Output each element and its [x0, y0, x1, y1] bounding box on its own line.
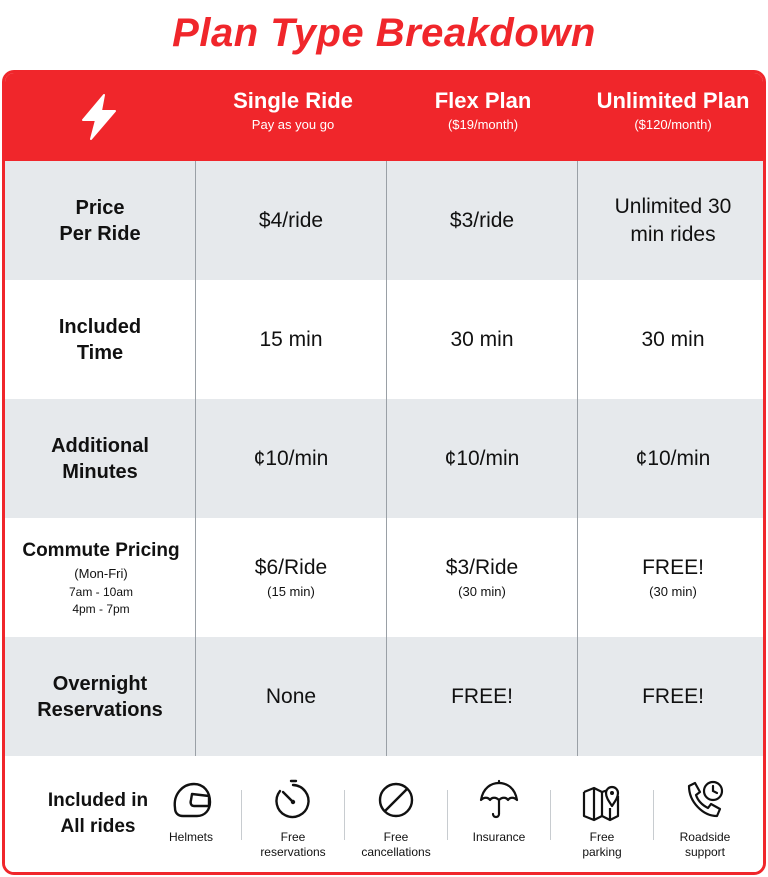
- row-label-line: Overnight: [52, 672, 148, 695]
- row-label: [5, 161, 195, 280]
- page-title: Plan Type Breakdown: [172, 11, 596, 55]
- feature-divider: [344, 790, 345, 840]
- cell-single: [196, 518, 386, 637]
- column-divider: [577, 161, 578, 756]
- feature-divider: [447, 790, 448, 840]
- plan-unlimited: [578, 87, 766, 135]
- cell-single: $4/ride: [258, 208, 324, 232]
- plan-price: ($19/month): [447, 117, 519, 132]
- phone-clock-icon: [683, 778, 727, 822]
- feature-divider: [653, 790, 654, 840]
- row-label-line: Reservations: [37, 698, 163, 721]
- cell-flex: ¢10/min: [444, 446, 520, 470]
- cell-flex: FREE!: [451, 684, 513, 708]
- feature-label: Helmets: [168, 830, 213, 844]
- cancel-icon: [374, 778, 418, 822]
- cell-unlimited: FREE!: [642, 684, 704, 708]
- feature-free-parking: [552, 778, 652, 860]
- row-label-line: Included: [58, 315, 142, 338]
- feature-label-line: cancellations: [361, 845, 431, 859]
- plan-name: Unlimited Plan: [596, 88, 750, 113]
- row-label-line: Price: [75, 196, 125, 219]
- cell-unlimited: 30 min: [641, 327, 705, 351]
- plan-price: ($120/month): [634, 117, 712, 132]
- cell-single: ¢10/min: [253, 446, 329, 470]
- cell-unlimited: [578, 518, 766, 637]
- cell-flex: 30 min: [450, 327, 514, 351]
- plan-single-ride: [198, 87, 388, 135]
- feature-label-line: support: [684, 845, 726, 859]
- row-label-line: Time: [76, 341, 124, 364]
- map-pin-icon: [580, 778, 624, 822]
- row-label-line: Additional: [51, 434, 149, 457]
- cell-flex: [387, 518, 577, 637]
- row-label: [5, 399, 195, 518]
- cell-line: Unlimited 30: [614, 194, 732, 218]
- lightning-bolt-icon: [77, 93, 121, 141]
- included-features: [5, 756, 763, 872]
- cell-unlimited: [578, 161, 766, 280]
- feature-insurance: [449, 778, 549, 845]
- table-row-time: [5, 280, 763, 399]
- feature-divider: [241, 790, 242, 840]
- table-row-commute: [5, 518, 763, 637]
- table-row-price: [5, 161, 763, 280]
- commute-hours: 7am - 10am: [68, 584, 134, 599]
- feature-roadside-support: [655, 778, 755, 860]
- row-label-line: Per Ride: [59, 222, 141, 245]
- cell-line: min rides: [630, 222, 716, 246]
- feature-label: Insurance: [472, 830, 526, 844]
- table-header: [5, 73, 763, 161]
- cell-note: (15 min): [267, 583, 315, 599]
- helmet-icon: [169, 778, 213, 822]
- plan-flex: [388, 87, 578, 135]
- cell-single: 15 min: [259, 327, 323, 351]
- feature-label-line: Free: [383, 830, 409, 844]
- column-divider: [195, 161, 196, 756]
- cell-value: $3/Ride: [445, 555, 519, 579]
- column-divider: [386, 161, 387, 756]
- plan-name: Single Ride: [233, 88, 353, 113]
- feature-label-line: Roadside: [679, 830, 731, 844]
- row-label-line: Minutes: [62, 460, 138, 483]
- feature-divider: [550, 790, 551, 840]
- plan-name: Flex Plan: [434, 88, 532, 113]
- cell-flex: $3/ride: [449, 208, 515, 232]
- feature-label: [346, 830, 446, 860]
- table-row-overnight: [5, 637, 763, 756]
- feature-label: [655, 830, 755, 860]
- feature-free-cancellations: [346, 778, 446, 860]
- table-row-additional: [5, 399, 763, 518]
- plan-table: [2, 70, 766, 875]
- feature-label-line: Free: [589, 830, 615, 844]
- included-label-line: Included in: [47, 790, 149, 811]
- row-label: [5, 518, 197, 637]
- cell-single: None: [265, 684, 317, 708]
- feature-label-line: Free: [280, 830, 306, 844]
- row-label: [5, 637, 195, 756]
- cell-note: (30 min): [649, 583, 697, 599]
- row-label: [5, 280, 195, 399]
- feature-label-line: reservations: [260, 845, 326, 859]
- timer-icon: [271, 778, 315, 822]
- feature-label: [243, 830, 343, 860]
- feature-helmets: [141, 778, 241, 845]
- plan-price: Pay as you go: [251, 117, 335, 132]
- row-label-line: Commute Pricing: [22, 539, 180, 561]
- umbrella-icon: [477, 778, 521, 822]
- included-label-line: All rides: [60, 816, 136, 837]
- cell-value: FREE!: [642, 555, 704, 579]
- feature-label-line: parking: [582, 845, 622, 859]
- cell-value: $6/Ride: [254, 555, 328, 579]
- feature-label: [552, 830, 652, 860]
- feature-free-reservations: [243, 778, 343, 860]
- commute-days: (Mon-Fri): [74, 565, 128, 581]
- cell-unlimited: ¢10/min: [635, 446, 711, 470]
- commute-hours: 4pm - 7pm: [72, 601, 130, 616]
- cell-note: (30 min): [458, 583, 506, 599]
